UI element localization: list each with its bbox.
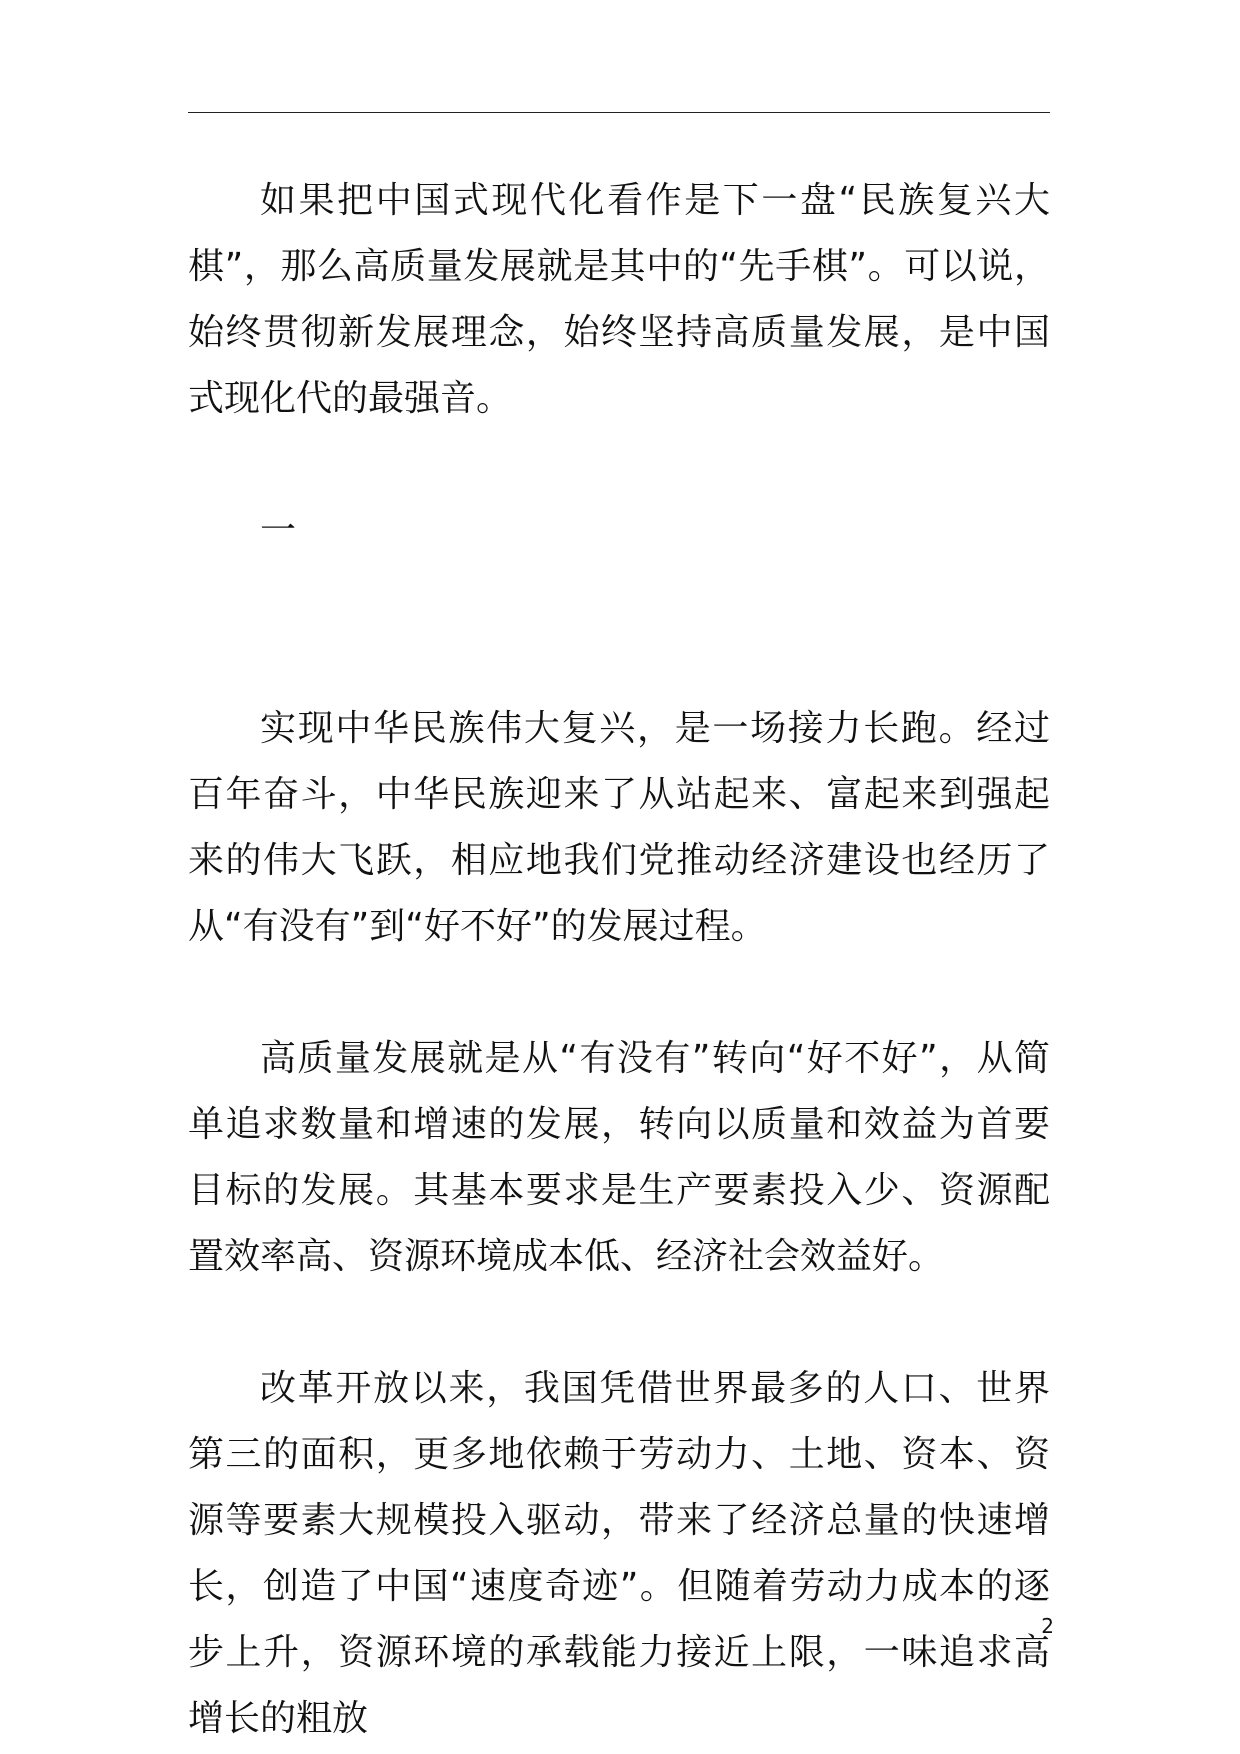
paragraph: 如果把中国式现代化看作是下一盘“民族复兴大棋”，那么高质量发展就是其中的“先手棋”。可以说，始终贯彻新发展理念，始终坚持高质量发展，是中国式现化代的最强音。 — [188, 180, 1050, 419]
paragraph: 高质量发展就是从“有没有”转向“好不好”，从简单追求数量和增速的发展，转向以质量和效益为首要目标的发展。其基本要求是生产要素投入少、资源配置效率高、资源环境成本低、经济社会效益好。 — [188, 1038, 1050, 1277]
header-rule — [188, 112, 1050, 113]
paragraph: 改革开放以来，我国凭借世界最多的人口、世界第三的面积，更多地依赖于劳动力、土地、资本、资源等要素大规模投入驱动，带来了经济总量的快速增长，创造了中国“速度奇迹”。但随着劳动力成本的逐步上升，资源环境的承载能力接近上限，一味追求高增长的粗放 — [188, 1368, 1050, 1739]
page-number: 2 — [1041, 1614, 1054, 1638]
paragraph: 实现中华民族伟大复兴，是一场接力长跑。经过百年奋斗，中华民族迎来了从站起来、富起来到强起来的伟大飞跃，相应地我们党推动经济建设也经历了从“有没有”到“好不好”的发展过程。 — [188, 708, 1050, 947]
document-body — [188, 168, 1050, 1752]
section-number: 一 — [260, 510, 297, 551]
